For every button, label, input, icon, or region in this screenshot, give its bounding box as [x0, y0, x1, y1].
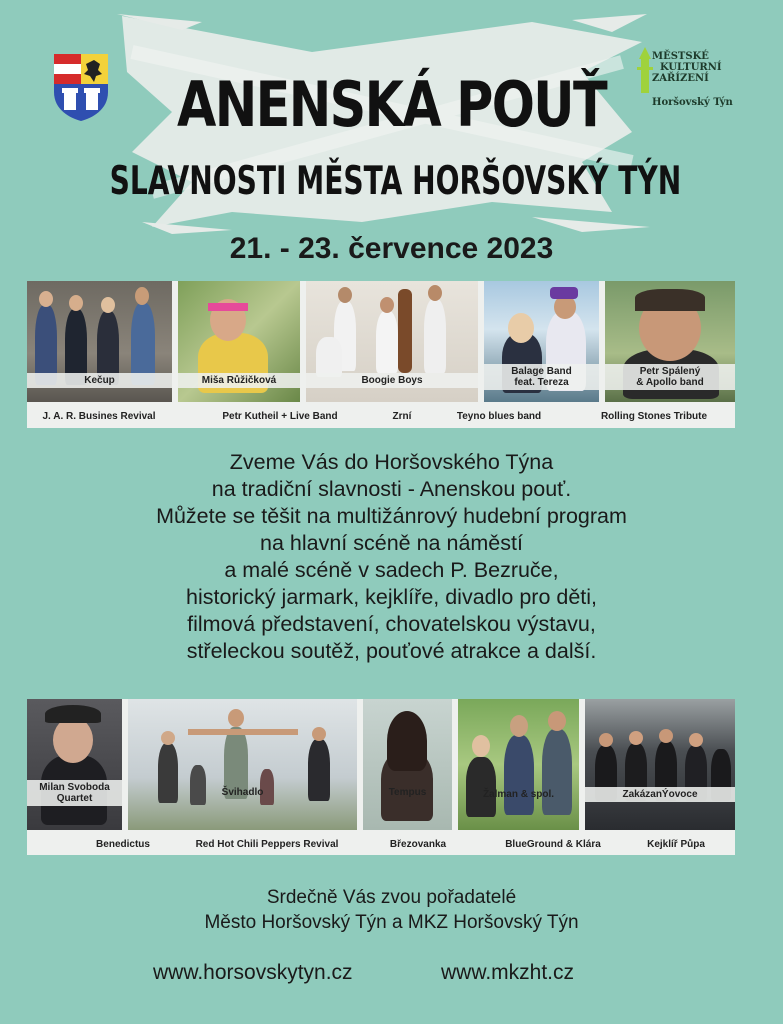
photo-caption: Balage Band feat. Tereza: [484, 364, 599, 390]
mkz-line-2: KULTURNÍ: [660, 62, 722, 73]
description-line: historický jarmark, kejklíře, divadlo pro děti,: [185, 585, 598, 609]
description-line: Zveme Vás do Horšovského Týna: [229, 450, 554, 474]
bottom-photo-strip: [27, 699, 735, 855]
photo-caption: Petr Spálený & Apollo band: [605, 364, 735, 390]
photo-caption: Milan Svoboda Quartet: [27, 780, 122, 806]
event-title: ANENSKÁ POUŤ: [176, 68, 606, 141]
photo-caption: Miša Růžičková: [178, 373, 300, 388]
top-name-1: J. A. R. Busines Revival: [42, 411, 156, 422]
website-link-town[interactable]: www.horsovskytyn.cz: [153, 961, 353, 984]
photo-caption: ZakázanÝovoce: [585, 787, 735, 802]
bottom-name-3: Březovanka: [389, 839, 447, 850]
bottom-name-1: Benedictus: [96, 839, 150, 850]
invitation: [0, 885, 783, 935]
photo-caption: Tempus: [388, 787, 427, 798]
description-line: filmová představení, chovatelskou výstavu,: [187, 612, 596, 636]
bottom-name-4: BlueGround & Klára: [505, 839, 601, 850]
mkz-line-1: MĚSTSKÉ: [652, 51, 709, 62]
photo-petr-spaleny: [605, 281, 735, 402]
photo-kecup: [27, 281, 172, 402]
photo-boogie-boys: [306, 281, 478, 402]
event-date: 21. - 23. července 2023: [229, 232, 554, 265]
top-photo-strip: [27, 281, 735, 428]
event-description: [0, 449, 783, 665]
mkz-line-3: ZAŘÍZENÍ: [652, 73, 709, 84]
bottom-name-2: Red Hot Chili Peppers Revival: [195, 839, 339, 850]
website-link-mkz[interactable]: www.mkzht.cz: [441, 961, 575, 984]
top-name-2: Petr Kutheil + Live Band: [222, 411, 338, 422]
photo-caption: Boogie Boys: [306, 373, 478, 388]
top-name-5: Rolling Stones Tribute: [600, 411, 708, 422]
top-name-4: Teyno blues band: [456, 411, 542, 422]
photo-svihadlo: [128, 699, 357, 830]
photo-caption: Kečup: [27, 373, 172, 388]
photo-zakazane-ovoce: [585, 699, 735, 830]
photo-misa-ruzickova: [178, 281, 300, 402]
description-line: na hlavní scéně na náměstí: [260, 531, 523, 555]
event-subtitle: SLAVNOSTI MĚSTA HORŠOVSKÝ TÝN: [109, 159, 682, 204]
description-line: na tradiční slavnosti - Anenskou pouť.: [211, 477, 572, 501]
photo-balage-band: [484, 281, 599, 402]
top-name-3: Zrní: [392, 411, 412, 422]
invite-line-1: Srdečně Vás zvou pořadatelé: [266, 887, 517, 908]
photo-tempus: [363, 699, 452, 830]
photo-milan-svoboda: [27, 699, 122, 830]
mkz-city: Horšovský Týn: [652, 97, 733, 108]
description-line: a malé scéně v sadech P. Bezruče,: [224, 558, 559, 582]
bottom-name-5: Kejklíř Půpa: [647, 839, 705, 850]
invite-line-2: Město Horšovský Týn a MKZ Horšovský Týn: [204, 912, 579, 933]
photo-zalman: [458, 699, 579, 830]
photo-caption: Žalman & spol.: [482, 789, 555, 800]
description-line: Můžete se těšit na multižánrový hudební program: [156, 504, 627, 528]
description-line: střeleckou soutěž, pouťové atrakce a další.: [186, 639, 597, 663]
photo-caption: Švihadlo: [221, 787, 264, 798]
